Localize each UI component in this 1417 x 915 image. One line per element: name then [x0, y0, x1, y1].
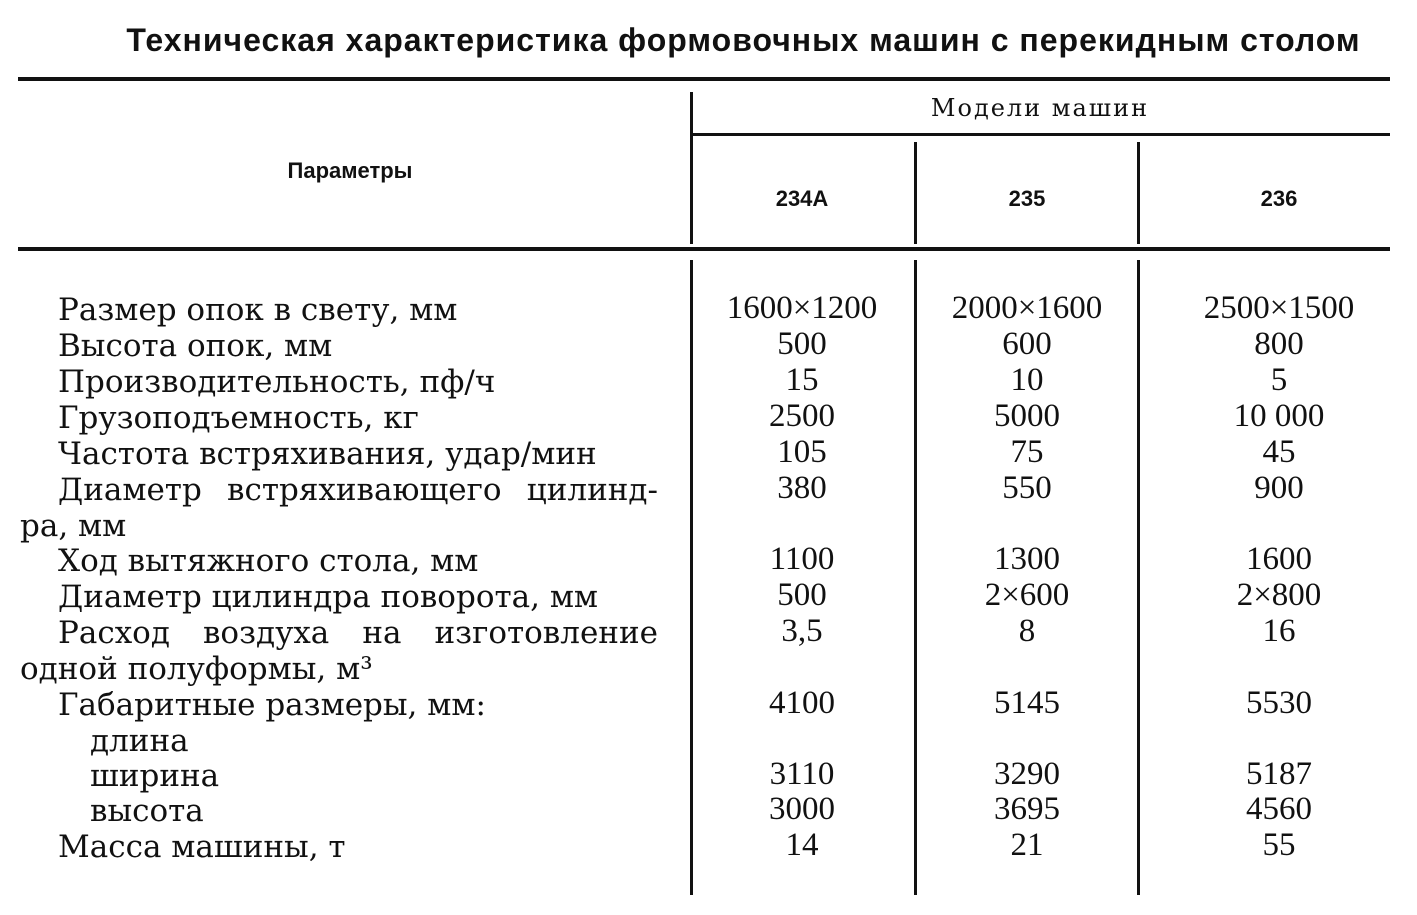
value-cell: 900 [1254, 470, 1304, 506]
value-cell: 5530 [1246, 685, 1312, 721]
param-label: Масса машины, т [58, 829, 346, 865]
param-label: длина [90, 723, 189, 759]
param-label: Ход вытяжного стола, мм [58, 543, 479, 579]
value-cell: 16 [1262, 613, 1296, 649]
param-word: изготовление [434, 615, 658, 651]
value-cell: 4100 [769, 685, 835, 721]
value-cell: 10 [1010, 362, 1044, 398]
model-header-236: 236 [1260, 186, 1298, 211]
value-cell: 800 [1254, 326, 1304, 362]
value-cell: 2×800 [1236, 577, 1322, 613]
models-rule [692, 133, 1390, 136]
value-cell: 2500 [769, 398, 835, 434]
param-word: на [362, 615, 402, 651]
value-cell: 15 [785, 362, 819, 398]
param-label: Частота встряхивания, удар/мин [58, 436, 597, 472]
column-divider [690, 92, 693, 244]
param-label-line1 [58, 615, 658, 651]
param-label: Размер опок в свету, мм [58, 292, 458, 328]
value-cell: 3,5 [781, 613, 823, 649]
param-label: высота [90, 793, 204, 829]
value-cell: 5187 [1246, 756, 1312, 792]
value-cell: 1600 [1246, 541, 1312, 577]
value-cell: 550 [1002, 470, 1052, 506]
value-cell: 380 [777, 470, 827, 506]
value-cell: 105 [777, 434, 827, 470]
param-label-line1 [58, 472, 658, 508]
value-cell: 3000 [769, 791, 835, 827]
model-header-234a: 234А [775, 186, 829, 211]
param-word: Диаметр [58, 472, 202, 508]
value-cell: 21 [1010, 827, 1044, 863]
param-label: Грузоподъемность, кг [58, 400, 419, 436]
value-cell: 75 [1010, 434, 1044, 470]
top-rule [18, 77, 1390, 81]
param-label: Диаметр цилиндра поворота, мм [58, 579, 599, 615]
value-cell: 500 [777, 577, 827, 613]
value-cell: 2×600 [984, 577, 1070, 613]
value-cell: 3110 [769, 756, 835, 792]
value-cell: 2500×1500 [1203, 290, 1355, 326]
params-header: Параметры [287, 158, 413, 183]
value-cell: 8 [1018, 613, 1036, 649]
models-header: Модели машин [930, 94, 1150, 122]
value-cell: 500 [777, 326, 827, 362]
value-cell: 1600×1200 [726, 290, 878, 326]
value-cell: 1300 [994, 541, 1060, 577]
param-label-line2: ра, мм [20, 508, 127, 544]
param-word: цилинд- [526, 472, 658, 508]
param-label: ширина [90, 758, 220, 794]
param-label: Габаритные размеры, мм: [58, 687, 486, 723]
param-label: Производительность, пф/ч [58, 364, 496, 400]
param-label: Высота опок, мм [58, 328, 333, 364]
value-cell: 4560 [1246, 791, 1312, 827]
value-cell: 3695 [994, 791, 1060, 827]
value-cell: 5 [1270, 362, 1288, 398]
param-word: воздуха [202, 615, 330, 651]
value-cell: 5145 [994, 685, 1060, 721]
value-cell: 5000 [994, 398, 1060, 434]
value-cell: 1100 [769, 541, 835, 577]
value-cell: 3290 [994, 756, 1060, 792]
param-word: встряхивающего [227, 472, 502, 508]
value-cell: 2000×1600 [951, 290, 1103, 326]
param-word: Расход [58, 615, 170, 651]
value-cell: 55 [1262, 827, 1296, 863]
header-bottom-rule [18, 247, 1390, 251]
param-label-line2: одной полуформы, м³ [20, 651, 373, 687]
table-title: Техническая характеристика формовочных машин с перекидным столом [126, 22, 1361, 58]
value-cell: 600 [1002, 326, 1052, 362]
value-cell: 14 [785, 827, 819, 863]
value-cell: 10 000 [1233, 398, 1325, 434]
model-header-235: 235 [1008, 186, 1046, 211]
value-cell: 45 [1262, 434, 1296, 470]
